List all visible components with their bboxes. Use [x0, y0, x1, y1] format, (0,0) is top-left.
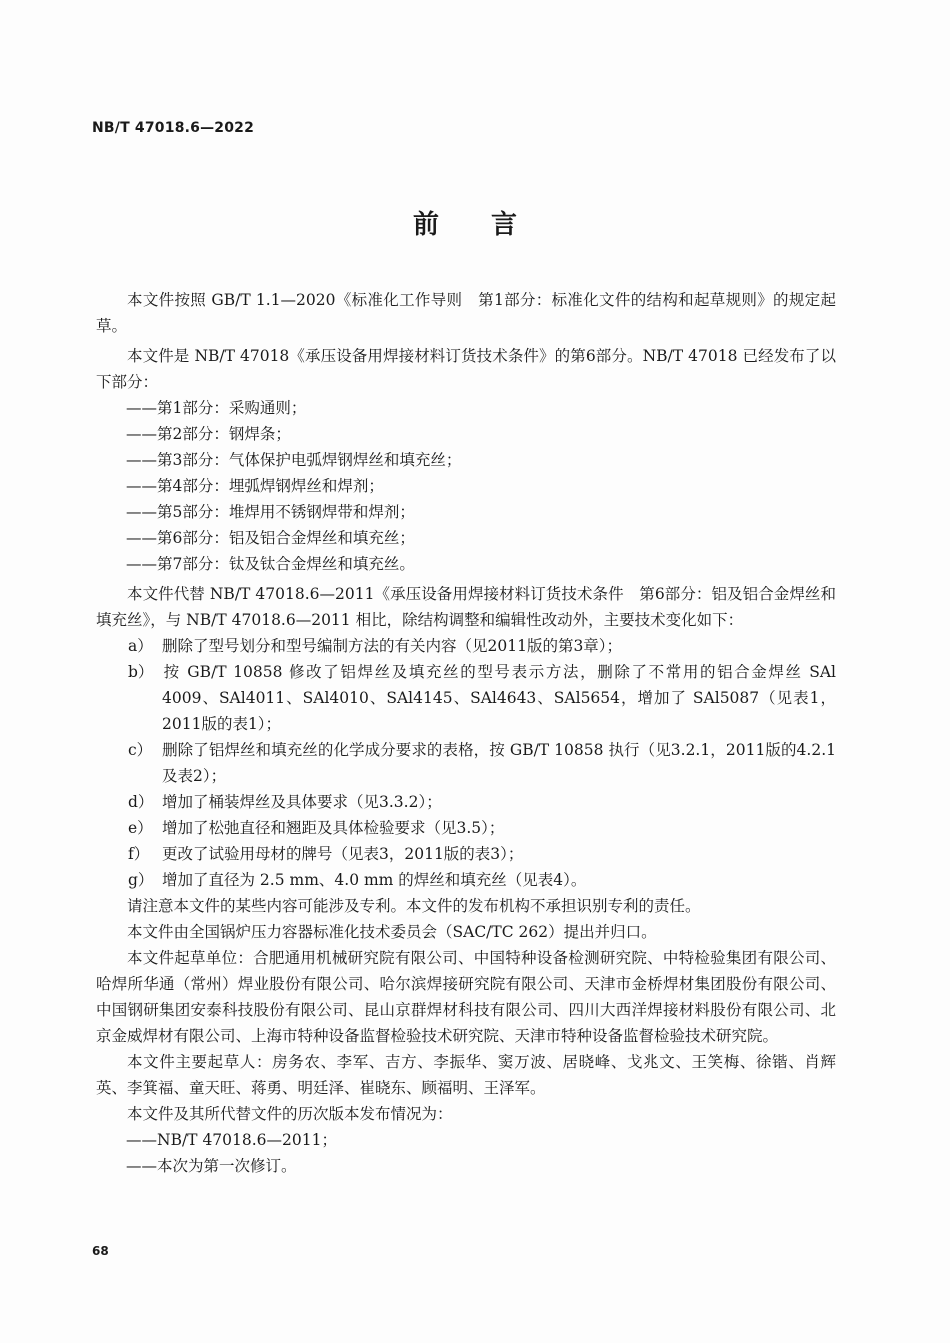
paragraph-replacement: 本文件代替 NB/T 47018.6—2011《承压设备用焊接材料订货技术条件 第6部分：铝及铝合金焊丝和填充丝》，与 NB/T 47018.6—2011 相比，除结构调整和编辑性改动外，主要技术变化如下： [96, 585, 836, 629]
change-item-text: 增加了直径为 2.5 mm、4.0 mm 的焊丝和填充丝（见表4）。 [162, 871, 587, 889]
parts-list [96, 395, 836, 577]
paragraph-drafters: 本文件主要起草人：房务农、李军、吉方、李振华、窦万波、居晓峰、戈兆文、王笑梅、徐锴、肖辉英、李箕福、童天旺、蒋勇、明廷泽、崔晓东、顾福明、王泽军。 [96, 1053, 836, 1097]
page-title: 前言 [412, 210, 569, 240]
history-list-item: ——本次为第一次修订。 [126, 1157, 297, 1175]
change-item-label: a） [128, 637, 153, 655]
change-item-text: 按 GB/T 10858 修改了铝焊丝及填充丝的型号表示方法，删除了不常用的铝合金焊丝 SAl 4009、SAl4011、SAl4010、SAl4145、SAl4643、SAl5654，增加了 SAl5087（见表1，2011版的表1）； [162, 663, 836, 733]
change-item-label: c） [128, 741, 153, 759]
paragraph-proposer: 本文件由全国锅炉压力容器标准化技术委员会（SAC/TC 262）提出并归口。 [127, 923, 657, 941]
parts-list-item: ——第6部分：铝及铝合金焊丝和填充丝； [126, 529, 415, 547]
page-number: 68 [92, 1244, 109, 1258]
paragraph-history-intro: 本文件及其所代替文件的历次版本发布情况为： [127, 1105, 453, 1123]
paragraph-drafting-basis: 本文件按照 GB/T 1.1—2020《标准化工作导则 第1部分：标准化文件的结构和起草规则》的规定起草。 [96, 291, 836, 335]
change-item [96, 789, 836, 815]
parts-list-item: ——第5部分：堆焊用不锈钢焊带和焊剂； [126, 503, 415, 521]
change-item-text: 删除了铝焊丝和填充丝的化学成分要求的表格，按 GB/T 10858 执行（见3.2.1，2011版的4.2.1及表2）； [162, 741, 836, 785]
change-item-text: 更改了试验用母材的牌号（见表3，2011版的表3）； [162, 845, 524, 863]
change-item [96, 737, 836, 789]
parts-list-item: ——第4部分：埋弧焊钢焊丝和焊剂； [126, 477, 384, 495]
parts-list-item: ——第3部分：气体保护电弧焊钢焊丝和填充丝； [126, 451, 462, 469]
parts-list-item: ——第2部分：钢焊条； [126, 425, 291, 443]
parts-list-item: ——第1部分：采购通则； [126, 399, 307, 417]
changes-list [96, 633, 836, 893]
change-item-text: 增加了松弛直径和翘距及具体检验要求（见3.5）； [162, 819, 505, 837]
change-item [96, 867, 836, 893]
change-item [96, 841, 836, 867]
foreword-body [96, 287, 836, 1179]
history-list-item: ——NB/T 47018.6—2011； [126, 1131, 337, 1149]
paragraph-patent-notice: 请注意本文件的某些内容可能涉及专利。本文件的发布机构不承担识别专利的责任。 [127, 897, 701, 915]
change-item-text: 删除了型号划分和型号编制方法的有关内容（见2011版的第3章）； [162, 637, 623, 655]
change-item-label: e） [128, 819, 153, 837]
change-item [96, 633, 836, 659]
change-item [96, 815, 836, 841]
change-item-label: f） [128, 845, 150, 863]
parts-list-item: ——第7部分：钛及钛合金焊丝和填充丝。 [126, 555, 415, 573]
paragraph-parts-intro: 本文件是 NB/T 47018《承压设备用焊接材料订货技术条件》的第6部分。NB/T 47018 已经发布了以下部分： [96, 347, 836, 391]
change-item-label: b） [128, 663, 154, 681]
change-item-label: d） [128, 793, 154, 811]
change-item [96, 659, 836, 737]
change-item-label: g） [128, 871, 154, 889]
change-item-text: 增加了桶装焊丝及具体要求（见3.3.2）； [162, 793, 442, 811]
paragraph-drafting-units: 本文件起草单位：合肥通用机械研究院有限公司、中国特种设备检测研究院、中特检验集团有限公司、哈焊所华通（常州）焊业股份有限公司、哈尔滨焊接研究院有限公司、天津市金桥焊材集团股份有限公司、中国钢研集团安泰科技股份有限公司、昆山京群焊材科技有限公司、四川大西洋焊接材料股份有限公司、北京金威焊材有限公司、上海市特种设备监督检验技术研究院、天津市特种设备监督检验技术研究院。 [96, 949, 836, 1045]
history-list [96, 1127, 836, 1179]
document-code-header: NB/T 47018.6—2022 [92, 120, 255, 136]
